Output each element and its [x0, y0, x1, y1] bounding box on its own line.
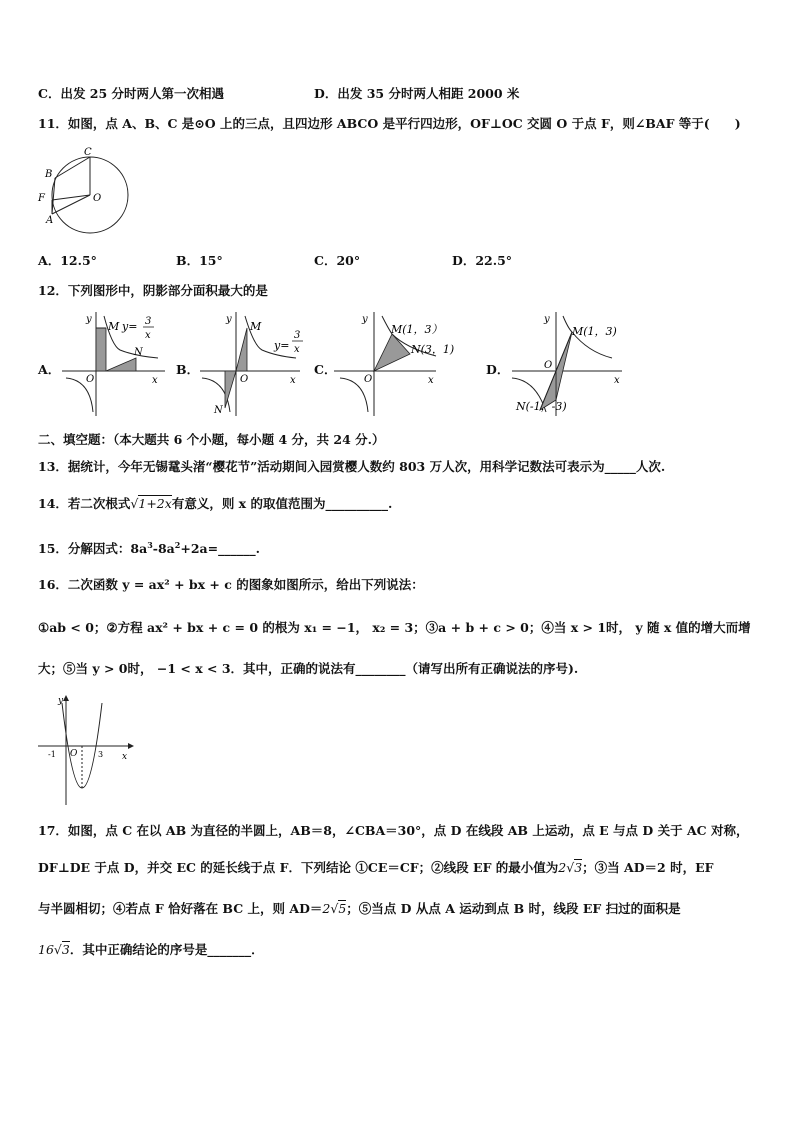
q12b-label-y: y	[226, 314, 232, 325]
q12b-label-n: N	[214, 405, 223, 416]
q16-statements-line1: ①ab < 0；②方程 ax² + bx + c = 0 的根为 x₁ = −1， x₂ = 3；③a + b + c > 0；④当 x > 1时， y 随 x 值的增大而增	[38, 620, 751, 635]
q12a-label-o: O	[86, 374, 95, 385]
q17-line4-tail: ．其中正确结论的序号是_______．	[69, 942, 264, 957]
q12c-label-y: y	[362, 314, 368, 325]
q12-option-d-letter: D．	[486, 362, 510, 377]
q10-option-d: D．出发 35 分时两人相距 2000 米	[314, 86, 520, 101]
q12-option-a-letter: A．	[38, 362, 61, 377]
q12-option-b-letter: B．	[176, 362, 200, 377]
q17-area-radicand: 3	[61, 942, 70, 957]
q16-label-o: O	[70, 749, 78, 759]
q17-ad-radicand: 5	[338, 901, 347, 916]
q11-option-b: B．15°	[176, 253, 223, 268]
q16-label-x: x	[122, 752, 128, 762]
q11-option-c: C．20°	[314, 253, 361, 268]
q12d-label-o: O	[544, 360, 553, 371]
q11-label-a: A	[46, 215, 54, 226]
q17-area-value: 16√3	[38, 942, 70, 957]
q15-stem	[38, 537, 260, 557]
q14-post: 有意义，则 x 的取值范围为__________.	[171, 496, 393, 511]
q17-min-value: 2√3	[558, 860, 583, 875]
q12b-label-x: x	[290, 375, 296, 386]
q17-line2	[38, 860, 714, 876]
q12c-label-x: x	[428, 375, 434, 386]
q12c-label-m: M(1，3）	[391, 323, 443, 336]
q12a-eq-lhs: y=	[122, 320, 138, 333]
q12a-label-y: y	[86, 314, 92, 325]
q12-figure-c	[332, 308, 455, 418]
q15-sup2: 2	[174, 540, 181, 550]
q17-min-radicand: 3	[574, 860, 583, 875]
q12b-eq-num: 3	[294, 330, 301, 341]
q13-stem: 13．据统计，今年无锡鼋头渚“樱花节”活动期间入园赏樱人数约 803 万人次，用科学记数法可表示为_____人次.	[38, 459, 666, 474]
q12-figure-b	[196, 308, 306, 418]
q12a-eq-den: x	[145, 330, 151, 341]
q15-mid: -8a	[152, 541, 175, 557]
q17-line1: 17．如图，点 C 在以 AB 为直径的半圆上，AB＝8，∠CBA＝30°，点 D 在线段 AB 上运动，点 E 与点 D 关于 AC 对称，	[38, 823, 749, 838]
q12d-label-x: x	[614, 375, 620, 386]
q12b-eq-den: x	[294, 344, 300, 355]
q17-line3-tail: ；⑤当点 D 从点 A 运动到点 B 时，线段 EF 扫过的面积是	[346, 901, 681, 916]
q12b-label-m: M	[250, 320, 262, 333]
q12-option-c-letter: C．	[314, 362, 337, 377]
q17-line4	[38, 942, 264, 958]
q12-stem: 12．下列图形中，阴影部分面积最大的是	[38, 283, 268, 298]
q11-label-c: C	[84, 147, 92, 158]
q14-pre: 14．若二次根式	[38, 496, 131, 511]
q17-ad-value: 2√5	[322, 901, 347, 916]
q12-figure-a	[60, 308, 170, 418]
q12b-label-o: O	[240, 374, 249, 385]
q12-figure-d	[508, 308, 628, 418]
q17-line3	[38, 901, 681, 917]
q17-min-coef: 2	[558, 860, 567, 875]
q11-option-d: D．22.5°	[452, 253, 513, 268]
q16-parabola-figure	[36, 693, 136, 811]
q16-label-minus1: -1	[48, 750, 56, 759]
q11-option-a: A．12.5°	[38, 253, 97, 268]
q11-stem: 11．如图，点 A、B、C 是⊙O 上的三点，且四边形 ABCO 是平行四边形，OF⊥OC 交圆 O 于点 F，则∠BAF 等于( )	[38, 116, 741, 131]
q12d-label-y: y	[544, 314, 550, 325]
q11-label-f: F	[38, 193, 45, 204]
q10-option-c: C．出发 25 分时两人第一次相遇	[38, 86, 225, 101]
q17-area-coef: 16	[38, 942, 54, 957]
q15-sup1: 3	[147, 540, 153, 550]
q12c-label-n: N(3，1)	[411, 343, 455, 356]
q12d-label-m: M(1，3)	[572, 325, 617, 338]
q12d-label-n: N(-1，-3)	[516, 400, 567, 413]
q15-post: +2a=______.	[180, 541, 260, 557]
q12a-eq-num: 3	[145, 316, 152, 327]
q16-label-3: 3	[98, 750, 104, 759]
q14-stem	[38, 496, 392, 512]
q11-label-b: B	[45, 169, 53, 180]
q15-pre: 15．分解因式：8a	[38, 541, 148, 557]
section-2-heading: 二、填空题：（本大题共 6 个小题，每小题 4 分，共 24 分.）	[38, 432, 385, 447]
q16-label-y: y	[58, 696, 64, 706]
q12a-label-n: N	[134, 347, 143, 358]
q11-label-o: O	[93, 193, 102, 204]
q16-stem: 16．二次函数 y = ax² + bx + c 的图象如图所示，给出下列说法：	[38, 577, 424, 592]
q12a-label-x: x	[152, 375, 158, 386]
q17-line2-text: DF⊥DE 于点 D，并交 EC 的延长线于点 F．下列结论 ①CE＝CF；②线段 EF 的最小值为	[38, 860, 559, 875]
q11-circle-figure	[34, 144, 134, 234]
q12b-eq-lhs: y=	[274, 339, 290, 352]
q16-statements-line2: 大；⑤当 y > 0时， −1 < x < 3．其中，正确的说法有________（请写出所有正确说法的序号).	[38, 661, 579, 676]
q17-line2-tail: ；③当 AD＝2 时，EF	[582, 860, 714, 875]
q12a-label-m: M	[108, 320, 120, 333]
q17-ad-coef: 2	[322, 901, 331, 916]
q14-radicand: 1+2x	[138, 496, 172, 511]
q14-sqrt: √1+2x	[130, 496, 172, 511]
q17-line3-text: 与半圆相切；④若点 F 恰好落在 BC 上，则 AD＝	[38, 901, 323, 916]
q12c-label-o: O	[364, 374, 373, 385]
